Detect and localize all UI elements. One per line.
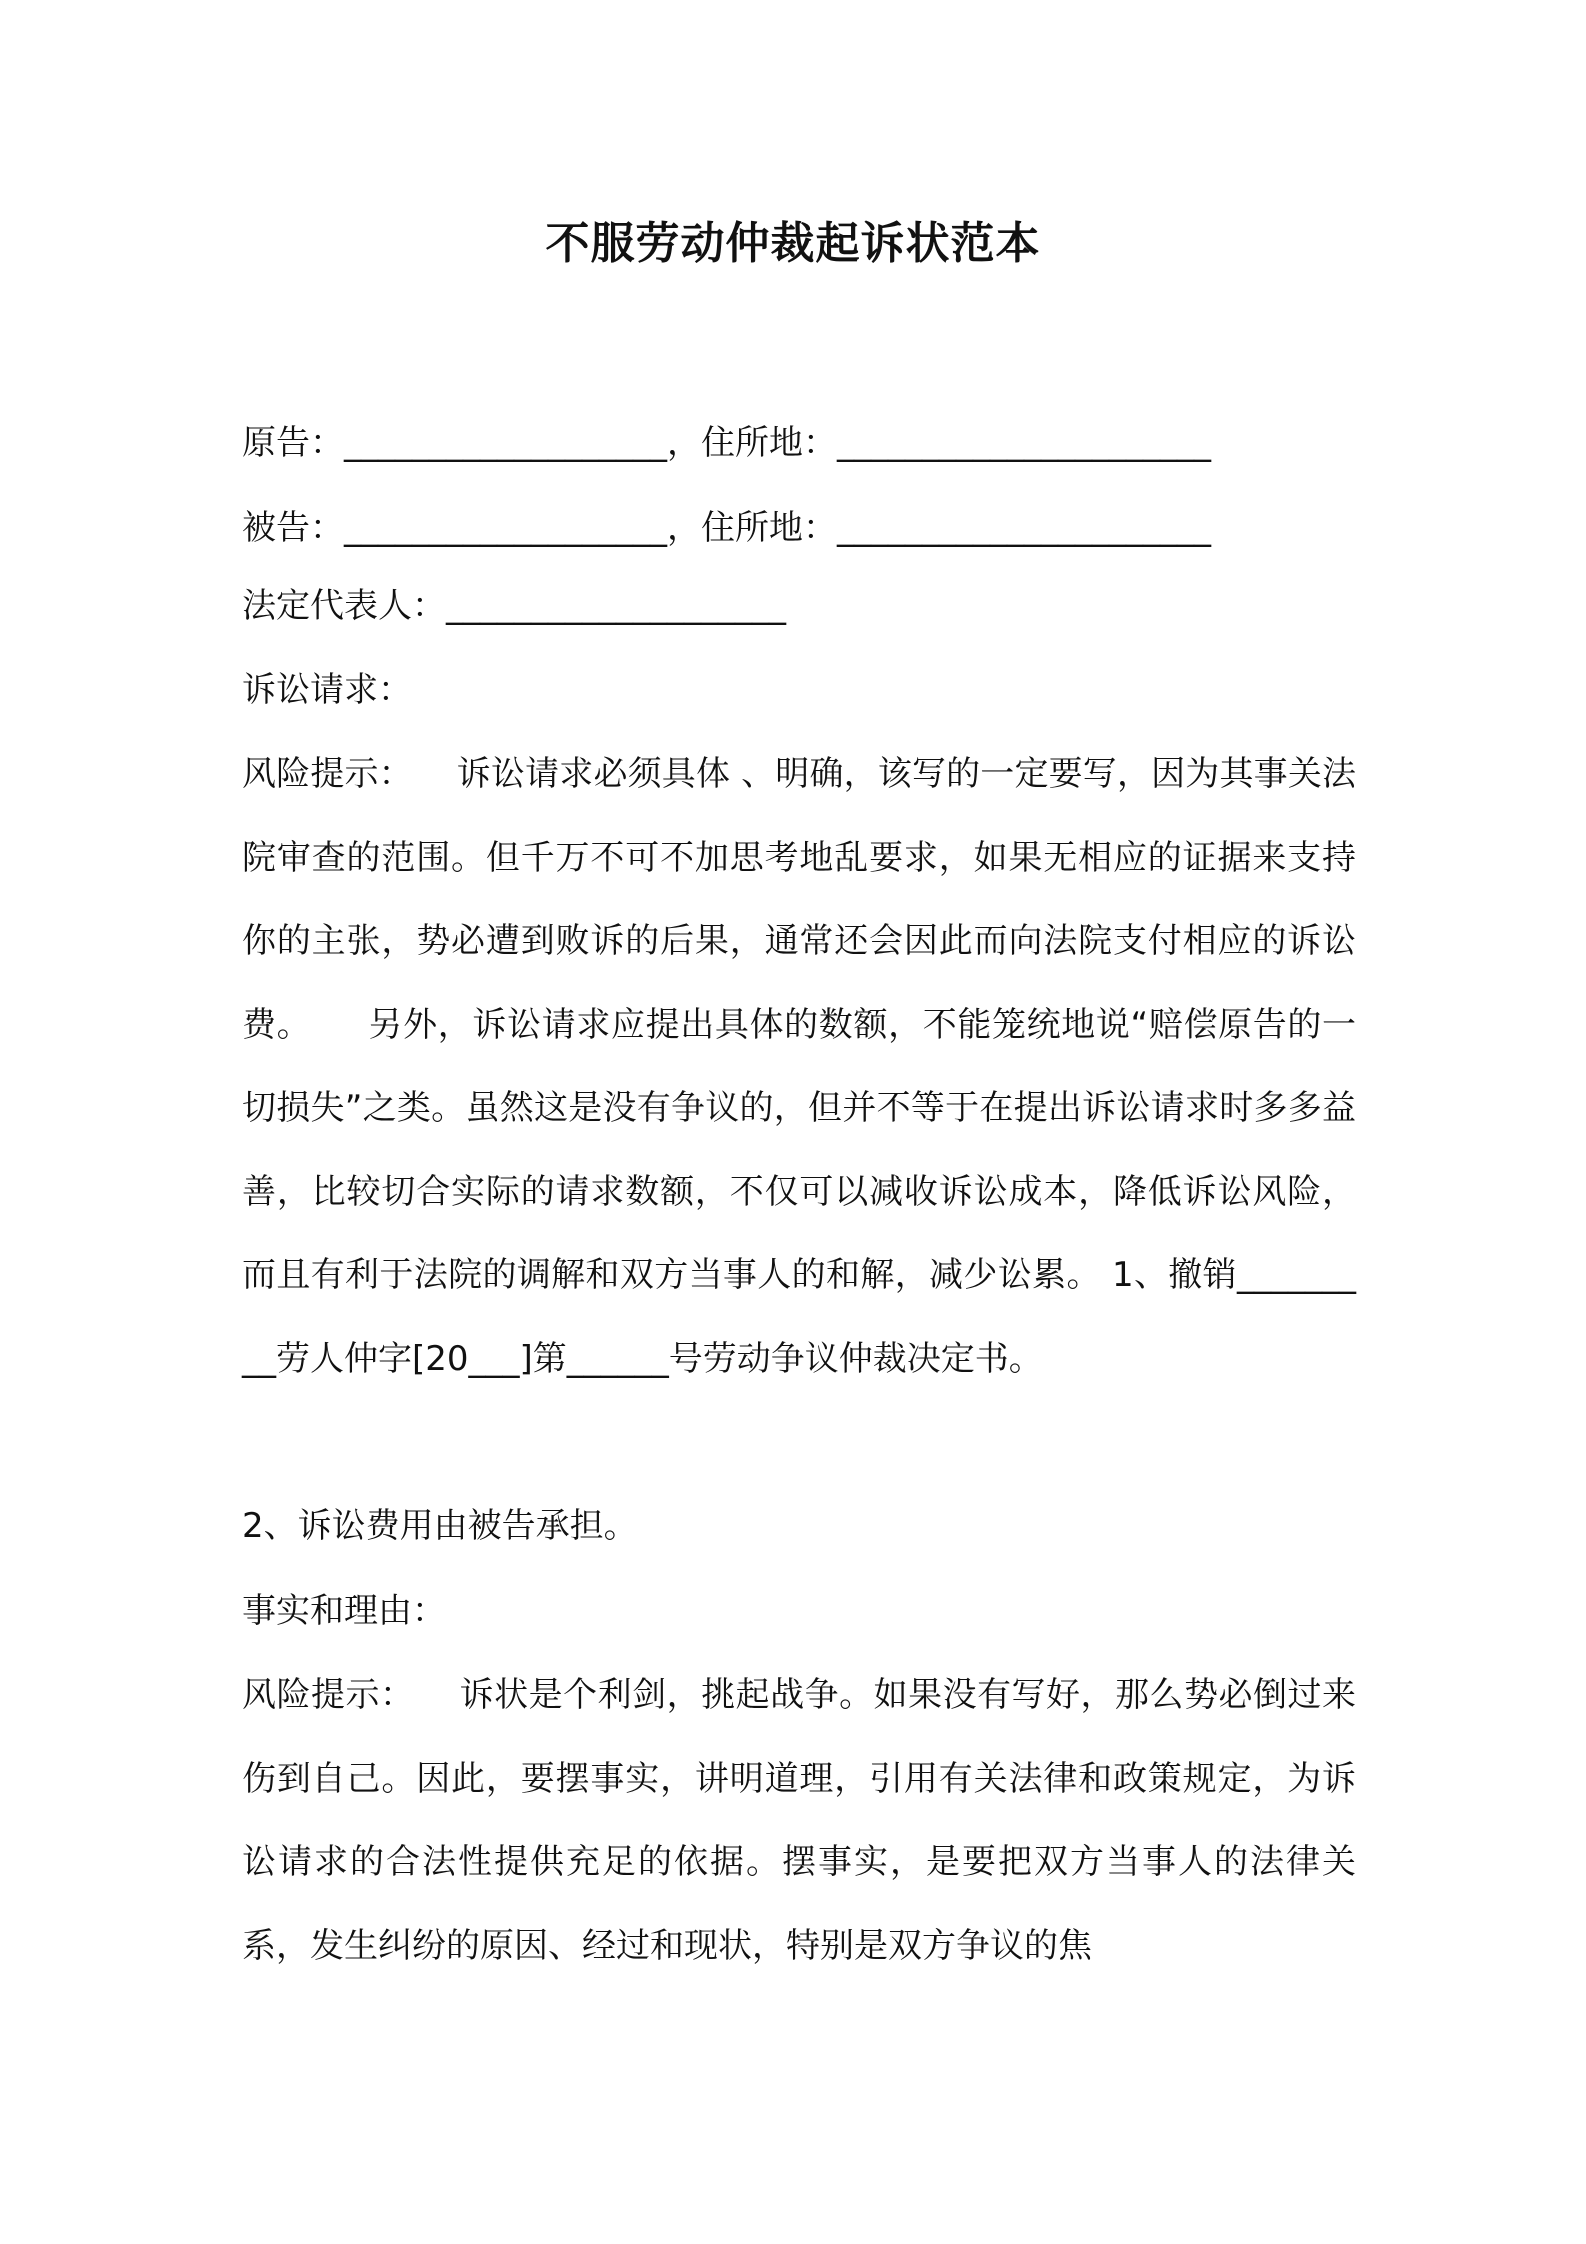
plaintiff-line: 原告：___________________，住所地：______________________ (242, 423, 1211, 463)
defendant-line: 被告：___________________，住所地：______________________ (242, 508, 1211, 548)
facts-heading: 事实和理由： (242, 1591, 446, 1631)
claims-heading: 诉讼请求： (242, 670, 412, 710)
claims-risk-paragraph: 风险提示： 诉讼请求必须具体 、明确，该写的一定要写，因为其事关法院审查的范围。但千万不可不加思考地乱要求，如果无相应的证据来支持你的主张，势必遭到败诉的后果，通常还会因此而向法院支付相应的诉讼费。 另外，诉讼请求应提出具体的数额，不能笼统地说“赔偿原告的一切损失”之类。虽然这是没有争议的，但并不等于在提出诉讼请求时多多益善，比较切合实际的请求数额，不仅可以减收诉讼成本，降低诉讼风险，而且有利于法院的调解和双方当事人的和解，减少讼累。 1、撤销_________劳人仲字[20___]第______号劳动争议仲裁决定书。 (242, 754, 1356, 1379)
legal-representative-line: 法定代表人：____________________ (242, 586, 786, 626)
document-title: 不服劳动仲裁起诉状范本 (545, 218, 1041, 269)
claim-item-2: 2、诉讼费用由被告承担。 (242, 1506, 638, 1546)
facts-risk-paragraph: 风险提示： 诉状是个利剑，挑起战争。如果没有写好，那么势必倒过来伤到自己。因此，要摆事实，讲明道理，引用有关法律和政策规定，为诉讼请求的合法性提供充足的依据。摆事实，是要把双方当事人的法律关系，发生纠纷的原因、经过和现状，特别是双方争议的焦 (242, 1675, 1356, 1966)
